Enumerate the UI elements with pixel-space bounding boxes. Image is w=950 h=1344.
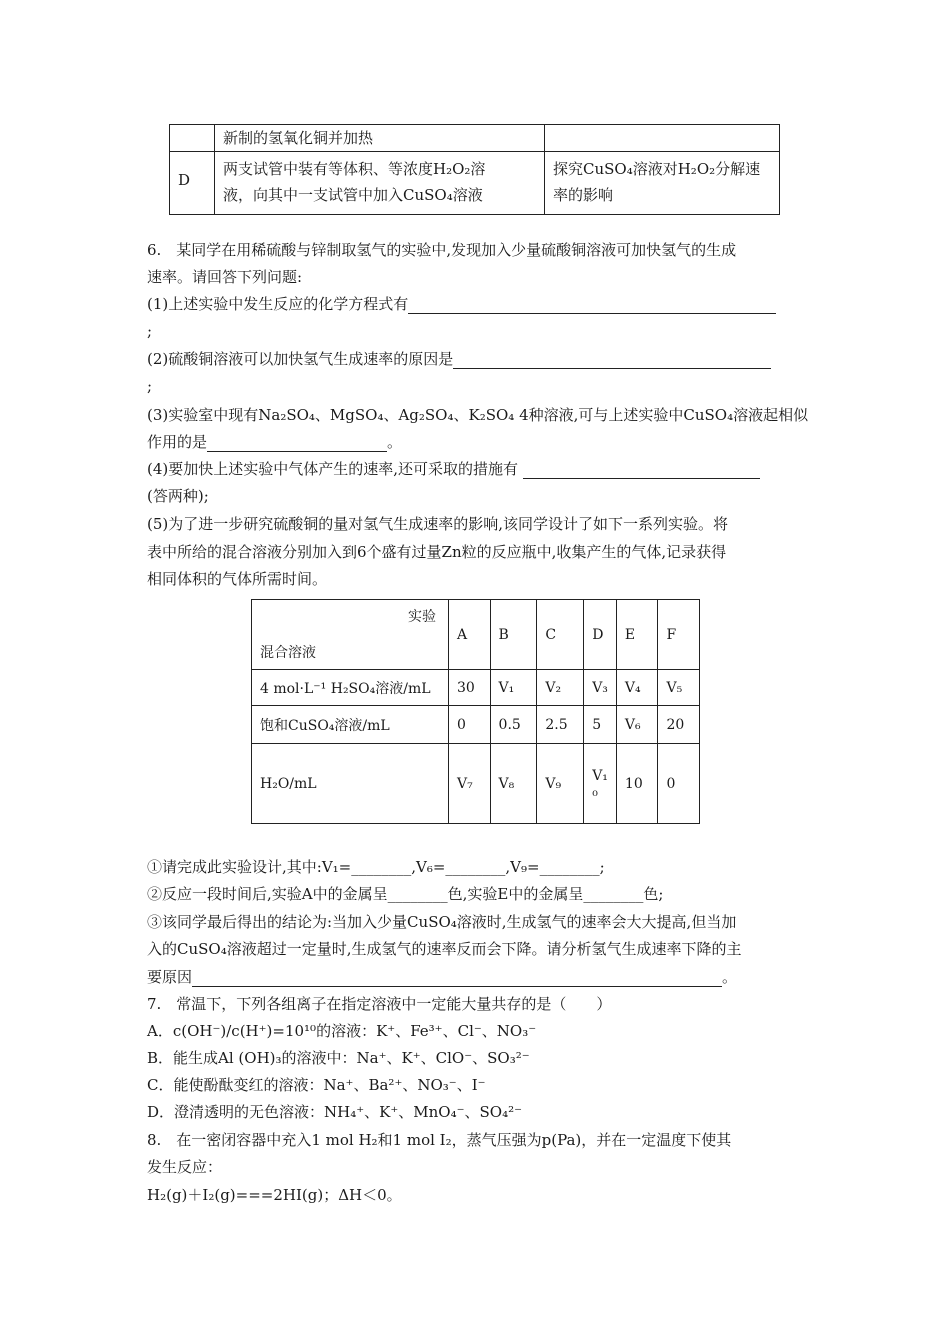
- q6-sub1: ①请完成此实验设计,其中:V₁=________,V₆=________,V₉=________;: [147, 858, 605, 876]
- value-cell: 5: [584, 706, 617, 744]
- value-cell: V₆: [616, 706, 658, 744]
- answer-blank[interactable]: [453, 354, 771, 369]
- header-cell: B: [490, 600, 537, 670]
- q7-stem: 7. 常温下，下列各组离子在指定溶液中一定能大量共存的是（ ）: [147, 995, 612, 1013]
- value-cell: V₅: [658, 670, 700, 706]
- method-cell: 新制的氢氧化铜并加热: [215, 125, 545, 152]
- purpose-line: 率的影响: [553, 186, 614, 204]
- top-table: [169, 124, 780, 215]
- table-row: [170, 125, 780, 152]
- value-cell: V₃: [584, 670, 617, 706]
- q6-intro: 速率。请回答下列问题:: [147, 268, 303, 286]
- purpose-cell: [545, 125, 780, 152]
- q8-stem: 发生反应：: [147, 1158, 223, 1176]
- q6-part2: [147, 349, 771, 369]
- header-cell: A: [449, 600, 491, 670]
- value-cell: V₈: [490, 744, 537, 824]
- q6-part5: 相同体积的气体所需时间。: [147, 570, 328, 588]
- table-row: [252, 670, 700, 706]
- prompt: (4)要加快上述实验中气体产生的速率,还可采取的措施有: [147, 460, 519, 478]
- table-header-row: [252, 600, 700, 670]
- method-line: 液，向其中一支试管中加入CuSO₄溶液: [223, 186, 483, 204]
- q6-part1-end: ;: [147, 322, 153, 340]
- q6-sub3: 入的CuSO₄溶液超过一定量时,生成氢气的速率反而会下降。请分析氢气生成速率下降的主: [147, 940, 742, 958]
- q7-option-c: C．能使酚酞变红的溶液：Na⁺、Ba²⁺、NO₃⁻、I⁻: [147, 1076, 486, 1094]
- value-cell: V₂: [537, 670, 584, 706]
- value-cell: V₁₀: [584, 744, 617, 824]
- prompt: 要原因: [147, 968, 193, 986]
- q6-part2-end: ;: [147, 377, 153, 395]
- row-label: [170, 125, 215, 152]
- prompt: 作用的是: [147, 433, 208, 451]
- value-cell: 30: [449, 670, 491, 706]
- table-row: [252, 706, 700, 744]
- q7-option-a: A．c(OH⁻)/c(H⁺)=10¹⁰的溶液：K⁺、Fe³⁺、Cl⁻、NO₃⁻: [147, 1022, 537, 1040]
- q6-part4: [147, 459, 760, 479]
- value-cell: V₄: [616, 670, 658, 706]
- answer-blank[interactable]: [523, 464, 760, 479]
- corner-bottom: 混合溶液: [260, 645, 316, 661]
- row-label: 饱和CuSO₄溶液/mL: [252, 706, 449, 744]
- purpose-line: 探究CuSO₄溶液对H₂O₂分解速: [553, 160, 761, 178]
- q6-part5: 表中所给的混合溶液分别加入到6个盛有过量Zn粒的反应瓶中,收集产生的气体,记录获得: [147, 543, 727, 561]
- end-mark: 。: [722, 968, 738, 986]
- q8-stem: 8. 在一密闭容器中充入1 mol H₂和1 mol I₂，蒸气压强为p(Pa)，并在一定温度下使其: [147, 1131, 732, 1149]
- q6-sub3: ③该同学最后得出的结论为:当加入少量CuSO₄溶液时,生成氢气的速率会大大提高,但当加: [147, 913, 737, 931]
- q7-option-d: D．澄清透明的无色溶液：NH₄⁺、K⁺、MnO₄⁻、SO₄²⁻: [147, 1103, 523, 1121]
- header-cell: D: [584, 600, 617, 670]
- prompt: (2)硫酸铜溶液可以加快氢气生成速率的原因是: [147, 350, 454, 368]
- q6-part3: (3)实验室中现有Na₂SO₄、MgSO₄、Ag₂SO₄、K₂SO₄ 4种溶液,可与上述实验中CuSO₄溶液起相似: [147, 406, 809, 424]
- header-cell: F: [658, 600, 700, 670]
- corner-top: 实验: [408, 609, 436, 625]
- method-cell: [215, 152, 545, 215]
- q6-part1: [147, 294, 776, 314]
- q6-part3: [147, 432, 402, 452]
- q6-intro: 6. 某同学在用稀硫酸与锌制取氢气的实验中,发现加入少量硫酸铜溶液可加快氢气的生成: [147, 241, 737, 259]
- value-cell: 20: [658, 706, 700, 744]
- q6-sub3: [147, 967, 737, 987]
- q6-part5: (5)为了进一步研究硫酸铜的量对氢气生成速率的影响,该同学设计了如下一系列实验。将: [147, 515, 729, 533]
- value-cell: V₇: [449, 744, 491, 824]
- table-row: [252, 744, 700, 824]
- end-mark: 。: [387, 433, 403, 451]
- value-cell: 10: [616, 744, 658, 824]
- value-cell: 0: [658, 744, 700, 824]
- answer-blank[interactable]: [207, 437, 387, 452]
- header-cell: E: [616, 600, 658, 670]
- purpose-cell: [545, 152, 780, 215]
- experiment-table: [251, 599, 700, 824]
- header-cell: C: [537, 600, 584, 670]
- value-cell: 0.5: [490, 706, 537, 744]
- corner-cell: [252, 600, 449, 670]
- q8-equation: H₂(g)＋I₂(g)===2HI(g)；ΔH＜0。: [147, 1186, 402, 1204]
- answer-blank[interactable]: [192, 972, 722, 987]
- q7-option-b: B．能生成Al (OH)₃的溶液中：Na⁺、K⁺、ClO⁻、SO₃²⁻: [147, 1049, 530, 1067]
- value-cell: 2.5: [537, 706, 584, 744]
- row-label: D: [170, 152, 215, 215]
- table-row: [170, 152, 780, 215]
- value-cell: 0: [449, 706, 491, 744]
- method-line: 两支试管中装有等体积、等浓度H₂O₂溶: [223, 160, 486, 178]
- prompt: (1)上述实验中发生反应的化学方程式有: [147, 295, 409, 313]
- row-label: H₂O/mL: [252, 744, 449, 824]
- q6-part4-end: (答两种);: [147, 487, 209, 505]
- answer-blank[interactable]: [408, 299, 776, 314]
- q6-sub2: ②反应一段时间后,实验A中的金属呈________色,实验E中的金属呈________色;: [147, 885, 664, 903]
- value-cell: V₉: [537, 744, 584, 824]
- value-cell: V₁: [490, 670, 537, 706]
- row-label: 4 mol·L⁻¹ H₂SO₄溶液/mL: [252, 670, 449, 706]
